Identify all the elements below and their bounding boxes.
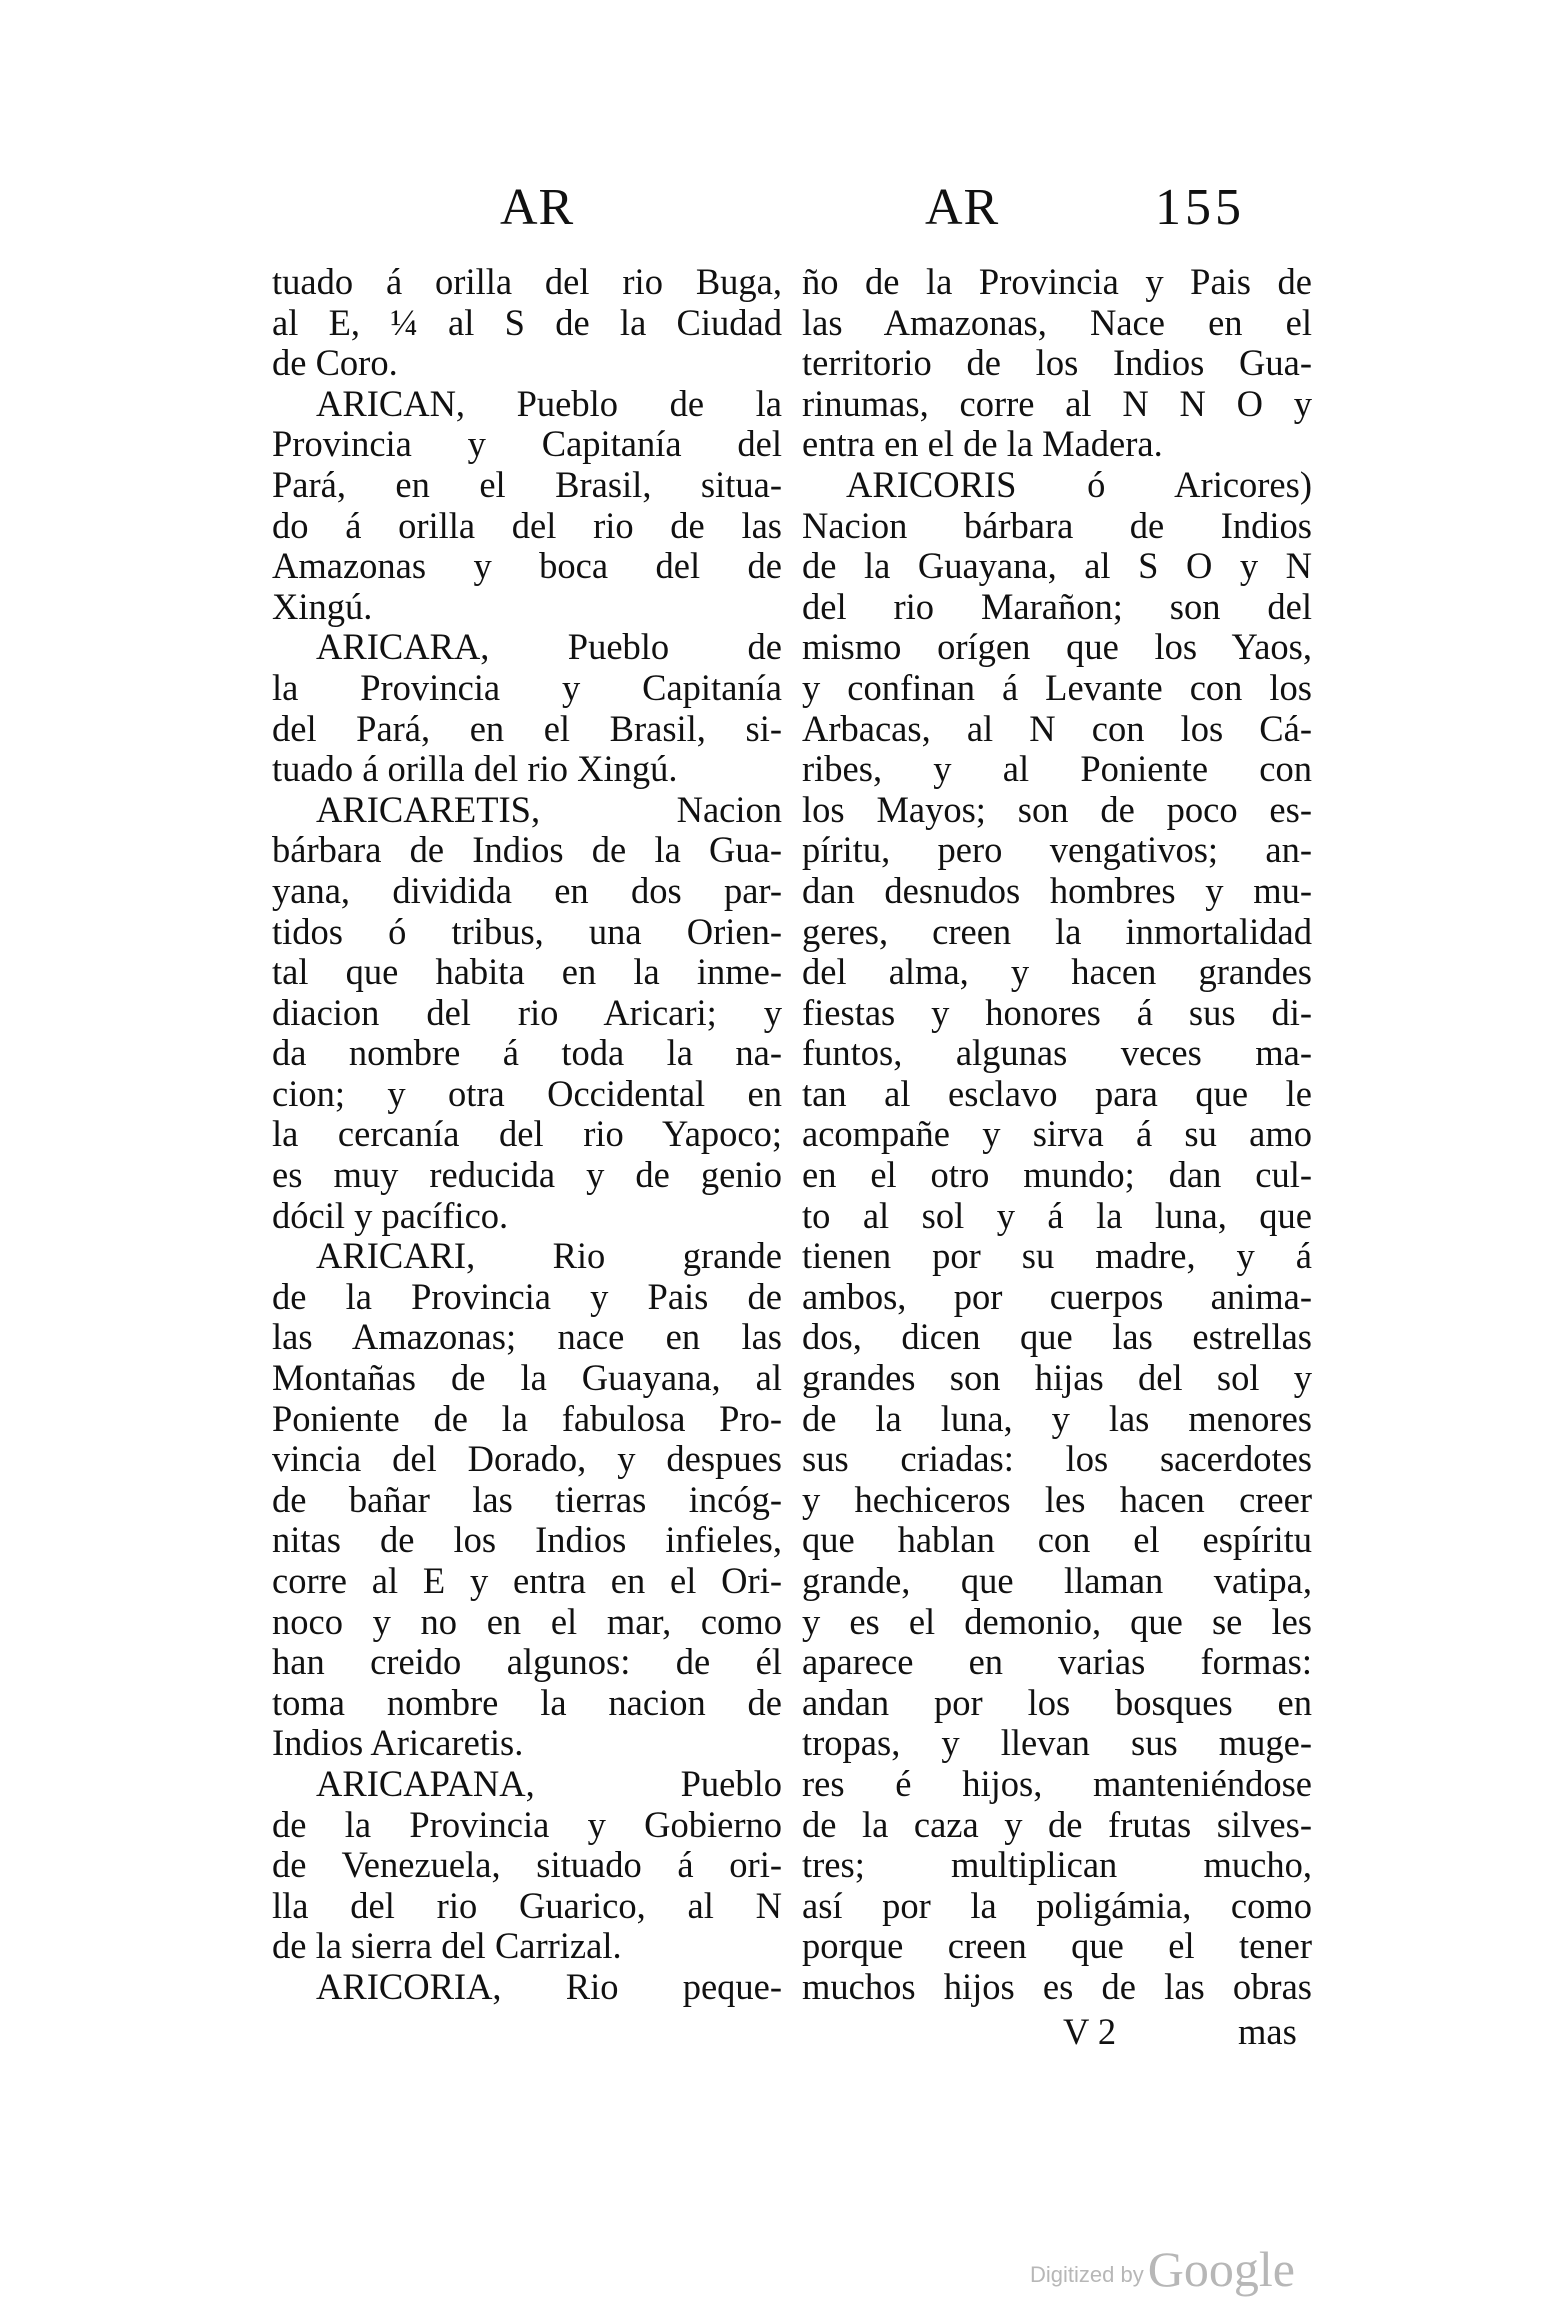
text-line: andan por los bosques en — [802, 1682, 1312, 1723]
text-line: del Pará, en el Brasil, si- — [272, 708, 782, 749]
text-line: to al sol y á la luna, que — [802, 1195, 1312, 1236]
text-line: la cercanía del rio Yapoco; — [272, 1114, 782, 1155]
text-line: muchos hijos es de las obras — [802, 1966, 1312, 2007]
text-line: lla del rio Guarico, al N — [272, 1885, 782, 1926]
text-line: do á orilla del rio de las — [272, 505, 782, 546]
text-line: ARICORIA, Rio peque- — [316, 1966, 782, 2007]
text-line: mismo orígen que los Yaos, — [802, 627, 1312, 668]
text-line: ribes, y al Poniente con — [802, 749, 1312, 790]
text-line: entra en el de la Madera. — [802, 424, 1163, 465]
text-line: de Coro. — [272, 343, 398, 384]
text-line: ambos, por cuerpos anima- — [802, 1276, 1312, 1317]
text-line: sus criadas: los sacerdotes — [802, 1439, 1312, 1480]
text-line: en el otro mundo; dan cul- — [802, 1155, 1312, 1196]
text-line: tuado á orilla del rio Xingú. — [272, 749, 678, 790]
watermark-brand: Google — [1147, 2241, 1295, 2297]
text-line: Nacion bárbara de Indios — [802, 505, 1312, 546]
text-line: y es el demonio, que se les — [802, 1601, 1312, 1642]
text-line: ARICARI, Rio grande — [316, 1236, 782, 1277]
text-line: tan al esclavo para que le — [802, 1073, 1312, 1114]
text-line: del rio Marañon; son del — [802, 586, 1312, 627]
text-line: del alma, y hacen grandes — [802, 952, 1312, 993]
text-line: han creido algunos: de él — [272, 1642, 782, 1683]
text-line: así por la poligámia, como — [802, 1885, 1312, 1926]
text-line: de la Guayana, al S O y N — [802, 546, 1312, 587]
text-line: los Mayos; son de poco es- — [802, 789, 1312, 830]
text-line: geres, creen la inmortalidad — [802, 911, 1312, 952]
text-line: ARICARA, Pueblo de — [316, 627, 782, 668]
text-line: Poniente de la fabulosa Pro- — [272, 1398, 782, 1439]
text-line: toma nombre la nacion de — [272, 1682, 782, 1723]
text-line: ARICAPANA, Pueblo — [316, 1763, 782, 1804]
text-line: al E, ¼ al S de la Ciudad — [272, 302, 782, 343]
text-line: tres; multiplican mucho, — [802, 1845, 1312, 1886]
text-line: grandes son hijas del sol y — [802, 1358, 1312, 1399]
text-line: tal que habita en la inme- — [272, 952, 782, 993]
catchword: mas — [1238, 2011, 1297, 2052]
text-line: cion; y otra Occidental en — [272, 1073, 782, 1114]
text-line: y confinan á Levante con los — [802, 667, 1312, 708]
text-line: tuado á orilla del rio Buga, — [272, 262, 782, 302]
text-line: Xingú. — [272, 586, 373, 627]
running-head-right: AR — [925, 179, 1000, 236]
text-line: bárbara de Indios de la Gua- — [272, 830, 782, 871]
text-line: funtos, algunas veces ma- — [802, 1033, 1312, 1074]
text-line: noco y no en el mar, como — [272, 1601, 782, 1642]
text-line: Arbacas, al N con los Cá- — [802, 708, 1312, 749]
text-line: porque creen que el tener — [802, 1926, 1312, 1967]
text-line: Montañas de la Guayana, al — [272, 1358, 782, 1399]
text-line: ARICORIS ó Aricores) — [846, 464, 1312, 505]
text-line: es muy reducida y de genio — [272, 1155, 782, 1196]
text-line: de bañar las tierras incóg- — [272, 1479, 782, 1520]
text-line: corre al E y entra en el Ori- — [272, 1561, 782, 1601]
text-line: dócil y pacífico. — [272, 1195, 509, 1236]
text-line: la Provincia y Capitanía — [272, 667, 782, 708]
text-line: las Amazonas, Nace en el — [802, 302, 1312, 343]
text-line: y hechiceros les hacen creer — [802, 1479, 1312, 1520]
text-line: dos, dicen que las estrellas — [802, 1317, 1312, 1358]
page-number: 155 — [1155, 179, 1245, 236]
text-line: de la Provincia y Gobierno — [272, 1804, 782, 1845]
text-line: yana, dividida en dos par- — [272, 870, 782, 911]
text-line: tidos ó tribus, una Orien- — [272, 911, 782, 952]
text-line: Pará, en el Brasil, situa- — [272, 464, 782, 505]
text-line: de la Provincia y Pais de — [272, 1276, 782, 1317]
text-line: de la sierra del Carrizal. — [272, 1926, 622, 1967]
text-line: tienen por su madre, y á — [802, 1236, 1312, 1277]
text-line: de Venezuela, situado á ori- — [272, 1845, 782, 1886]
text-line: grande, que llaman vatipa, — [802, 1561, 1312, 1601]
text-line: dan desnudos hombres y mu- — [802, 870, 1312, 911]
text-column-right — [802, 262, 1312, 2008]
text-line: Amazonas y boca del de — [272, 546, 782, 587]
text-line: de la luna, y las menores — [802, 1398, 1312, 1439]
text-line: que hablan con el espíritu — [802, 1520, 1312, 1561]
watermark-prefix: Digitized by — [1030, 2262, 1144, 2287]
text-line: nitas de los Indios infieles, — [272, 1520, 782, 1561]
text-line: Indios Aricaretis. — [272, 1723, 524, 1764]
text-line: tropas, y llevan sus muge- — [802, 1723, 1312, 1764]
text-line: res é hijos, manteniéndose — [802, 1763, 1312, 1804]
text-line: Provincia y Capitanía del — [272, 424, 782, 465]
signature-mark: V 2 — [1063, 2011, 1117, 2052]
text-line: vincia del Dorado, y despues — [272, 1439, 782, 1480]
text-line: da nombre á toda la na- — [272, 1033, 782, 1074]
text-line: diacion del rio Aricari; y — [272, 992, 782, 1033]
text-line: píritu, pero vengativos; an- — [802, 830, 1312, 871]
text-line: fiestas y honores á sus di- — [802, 992, 1312, 1033]
text-line: de la caza y de frutas silves- — [802, 1804, 1312, 1845]
digitized-by-google-watermark — [1030, 2240, 1295, 2298]
text-line: aparece en varias formas: — [802, 1642, 1312, 1683]
text-line: ño de la Provincia y Pais de — [802, 262, 1312, 302]
text-line: ARICARETIS, Nacion — [316, 789, 782, 830]
running-head-left: AR — [500, 179, 575, 236]
text-line: acompañe y sirva á su amo — [802, 1114, 1312, 1155]
text-line: rinumas, corre al N N O y — [802, 383, 1312, 424]
text-column-left — [272, 262, 782, 2008]
text-line: territorio de los Indios Gua- — [802, 343, 1312, 384]
text-line: ARICAN, Pueblo de la — [316, 383, 782, 424]
text-line: las Amazonas; nace en las — [272, 1317, 782, 1358]
